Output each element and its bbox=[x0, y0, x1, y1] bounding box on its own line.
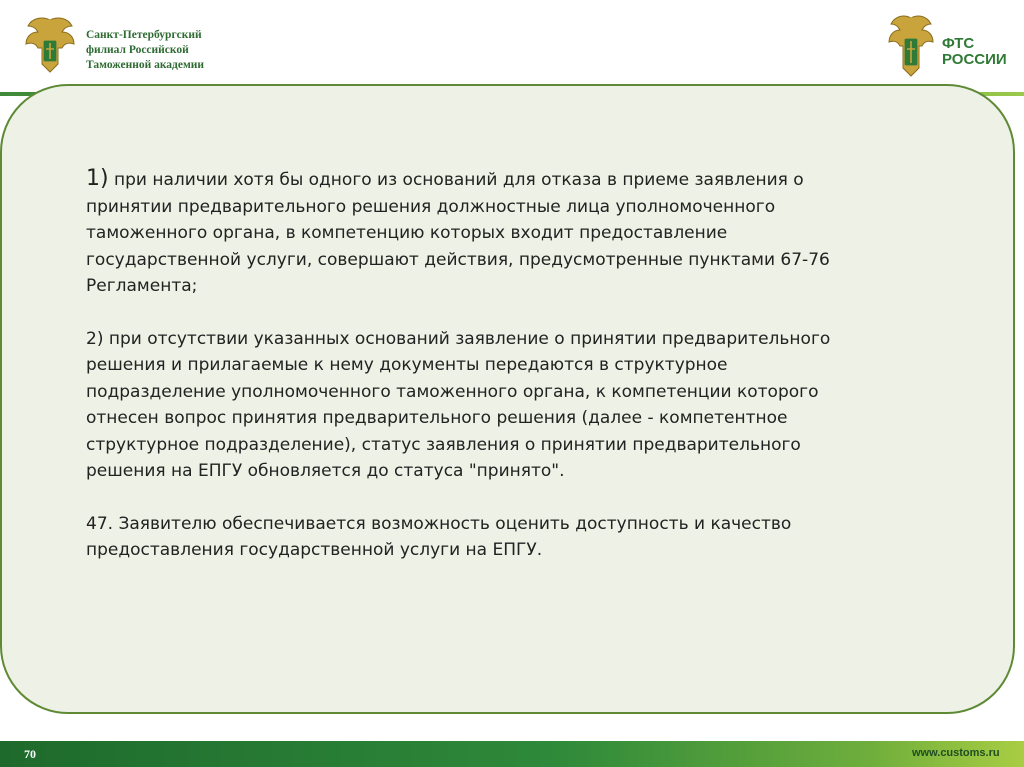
fts-logo-text bbox=[942, 36, 1007, 68]
fts-line-2: РОССИИ bbox=[942, 51, 1007, 68]
academy-name bbox=[86, 28, 286, 73]
slide-header bbox=[0, 0, 1024, 96]
page-number: 70 bbox=[24, 747, 36, 761]
website-link[interactable]: www.customs.ru bbox=[912, 747, 1000, 759]
academy-line-1: Санкт-Петербургский bbox=[86, 29, 202, 41]
paragraph-item-1 bbox=[86, 166, 866, 300]
slide-footer bbox=[0, 741, 1024, 767]
fts-emblem-icon bbox=[886, 12, 936, 80]
paragraph-item-47: 47. Заявителю обеспечивается возможность оценить доступность и качество предоставления государственной услуги на ЕПГУ. bbox=[86, 513, 792, 560]
fts-line-1: ФТС bbox=[942, 35, 975, 52]
academy-line-2: филиал Российской bbox=[86, 44, 189, 56]
card-text bbox=[86, 166, 866, 590]
item-1-text: при наличии хотя бы одного из оснований для отказа в приеме заявления о принятии предварительного решения должностные лица уполномоченного таможенного органа, в компетенцию которых входит предоставление государственной услуги, совершают действия, предусмотренные пунктами 67-76 Регламента; bbox=[86, 170, 830, 296]
academy-line-3: Таможенной академии bbox=[86, 59, 205, 71]
item-1-number: 1) bbox=[86, 166, 109, 191]
academy-emblem-icon bbox=[22, 14, 78, 76]
paragraph-item-2: 2) при отсутствии указанных оснований заявление о принятии предварительного решения и прилагаемые к нему документы передаются в структурное подразделение уполномоченного таможенного органа, к компетенции которого отнесен вопрос принятия предварительного решения (далее - компетентное структурное подразделение), статус заявления о принятии предварительного решения на ЕПГУ обновляется до статуса "принято". bbox=[86, 328, 831, 481]
